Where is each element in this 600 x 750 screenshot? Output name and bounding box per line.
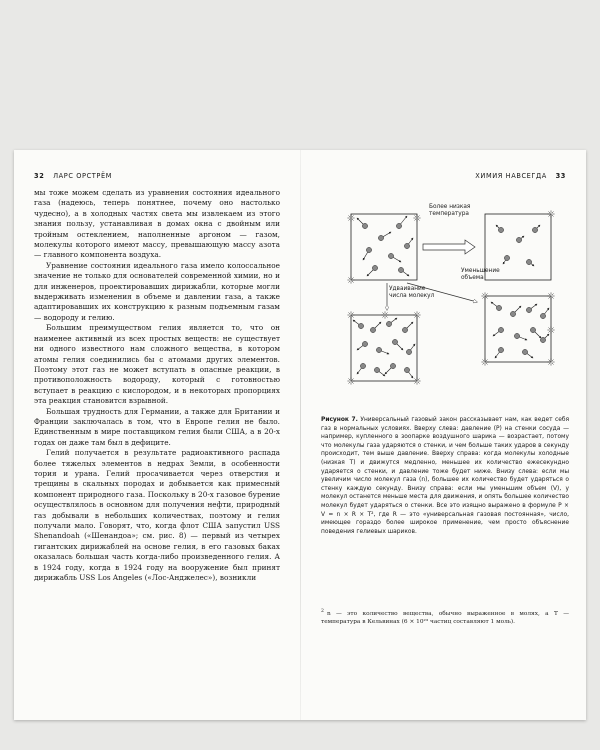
gas-molecule xyxy=(404,243,409,248)
caption-text: Универсальный газовый закон рассказывает нам, как ведет себя газ в нормальных условиях. Вверху слева: давление (P) на стенки сосуда — например, купленного в зоопарке воздушного шарика — возрастает, потому что молекулы газа ударяются о стенки, и чем больше таких ударов в секунду происходит, тем выше давление. Вверху справа: когда молекулы холодные (низкая T) и движутся медленно, меньшее их количество ежесекундно ударяется о стенки, и давление тоже будет ниже. Внизу слева: если мы увеличим число молекул газа (n), большее их количество будет ударяться о стенку каждую секунду. Внизу справа: если мы уменьшим объем (V), у молекул останется меньше места для движения, и опять большее количество молекул будет ударяться о стенки. Все это изящно выражено в формуле P × V = n × R × T², где R — это «универсальная газовая постоянная», число, имеющее гораздо более широкое применение, чем просто объяснение поведения гелиевых шариков. xyxy=(321,417,570,535)
gas-molecule xyxy=(360,363,365,368)
footnote xyxy=(321,608,569,627)
right-running-title: ХИМИЯ НАВСЕГДА xyxy=(475,172,547,180)
gas-molecule xyxy=(388,253,393,258)
gas-molecule xyxy=(376,347,381,352)
gas-molecule xyxy=(540,313,545,318)
gas-molecule xyxy=(396,223,401,228)
right-page-number: 33 xyxy=(555,172,566,180)
caption-title: Рисунок 7. xyxy=(321,417,358,423)
gas-molecule xyxy=(522,349,527,354)
label-double-molecules: Удваивание числа молекул xyxy=(389,286,435,299)
left-running-head xyxy=(34,172,112,180)
paragraph: Гелий получается в результате радиоактивного распада более тяжелых элементов в недрах Земли, в особенности тория и урана. Гелий просачивается через отверстия и трещины в скальных породах и добывается как примесный компонент природного газа. Поскольку в 20-х газовое бурение осуществлялось в основном для получения нефти, природный газ добывали в небольших количествах, поэтому и гелия получали мало. Говорят, что, когда флот США запустил USS Shenandoah («Шенандоа»; см. рис. 8) — первый из четырех гигантских дирижаблей на основе гелия, в его газовых баках оказалась большая часть когда-либо произведенного гелия. А в 1924 году, когда в 1924 году на вооружение был принят дирижабль USS Los Angeles («Лос-Анджелес»), возникли xyxy=(34,448,280,583)
gas-molecule xyxy=(504,255,509,260)
label-lower-temperature: Более низкая температура xyxy=(429,204,471,217)
gas-law-figure xyxy=(315,180,573,412)
gas-molecule xyxy=(362,223,367,228)
gas-molecule xyxy=(378,235,383,240)
gas-molecule xyxy=(526,259,531,264)
right-page xyxy=(301,150,586,720)
gas-molecule xyxy=(498,227,503,232)
gas-molecule xyxy=(390,363,395,368)
left-page xyxy=(14,150,300,720)
gas-molecule xyxy=(404,367,409,372)
gas-molecule xyxy=(526,307,531,312)
paragraph: Большая трудность для Германии, а также для Британии и Франции заключалась в том, что в Европе гелия не было. Единственным в мире поставщиком гелия были США, а в 20-х годах он даже там был в дефиците. xyxy=(34,406,280,447)
book-spread xyxy=(14,150,586,720)
paragraph: Уравнение состояния идеального газа имело колоссальное значение не только для основателей современной химии, но и для инженеров, проектировавших дирижабли, которые могли выдерживать изменения в объеме и давлении газа, а также адаптировавших их конструкцию к разным подъемным газам — водороду и гелию. xyxy=(34,260,280,322)
gas-molecule xyxy=(370,327,375,332)
gas-molecule xyxy=(386,321,391,326)
footnote-text: n — это количество вещества, обычно выраженное в молях, а T — температура в Кельвинах (6 × 10²³ частиц составляют 1 моль). xyxy=(321,610,569,626)
gas-molecule xyxy=(514,333,519,338)
gas-molecule xyxy=(366,247,371,252)
gas-molecule xyxy=(540,337,545,342)
gas-molecule xyxy=(402,327,407,332)
label-reduce-volume: Уменьшение объема xyxy=(461,268,500,281)
gas-molecule xyxy=(374,367,379,372)
figure-caption xyxy=(321,416,569,536)
gas-molecule xyxy=(392,339,397,344)
footnote-mark: 2 xyxy=(321,609,324,614)
paragraph: Большим преимуществом гелия является то, что он наименее активный из всех простых веществ: не существует ни одного известного нам сложного вещества, в котором атомы гелия соединились бы с атомами других элементов. Поэтому этот газ не может вступать в опасные реакции, в противоположность водороду, который с готовностью вступает в реакцию с кислородом, и в некоторых пропорциях эта реакция становится взрывной. xyxy=(34,323,280,406)
box-bottom-right xyxy=(485,296,551,362)
gas-molecule xyxy=(498,327,503,332)
gas-molecule xyxy=(372,265,377,270)
lower-temperature-arrow xyxy=(423,240,475,254)
gas-molecule xyxy=(496,305,501,310)
paragraph: мы тоже можем сделать из уравнения состояния идеального газа (надеюсь, теперь понятнее, почему оно настолько чудесно), а в холодных частях света мы извлекаем из этого знания пользу, устанавливая в домах окна с двойным или тройным остеклением, наполненные аргоном — газом, молекулы которого имеют массу, превышающую массу азота — главного компонента воздуха. xyxy=(34,188,280,260)
gas-molecule xyxy=(398,267,403,272)
gas-molecule xyxy=(510,311,515,316)
gas-molecule xyxy=(516,237,521,242)
gas-molecule xyxy=(530,327,535,332)
left-body-text xyxy=(34,188,280,583)
gas-molecule xyxy=(498,347,503,352)
left-page-number: 32 xyxy=(34,172,45,180)
gas-molecule xyxy=(532,227,537,232)
gas-molecule xyxy=(406,349,411,354)
gas-molecule xyxy=(358,323,363,328)
right-running-head xyxy=(475,172,566,180)
left-running-title: ЛАРС ОРСТРЁМ xyxy=(53,172,113,180)
gas-molecule xyxy=(362,341,367,346)
